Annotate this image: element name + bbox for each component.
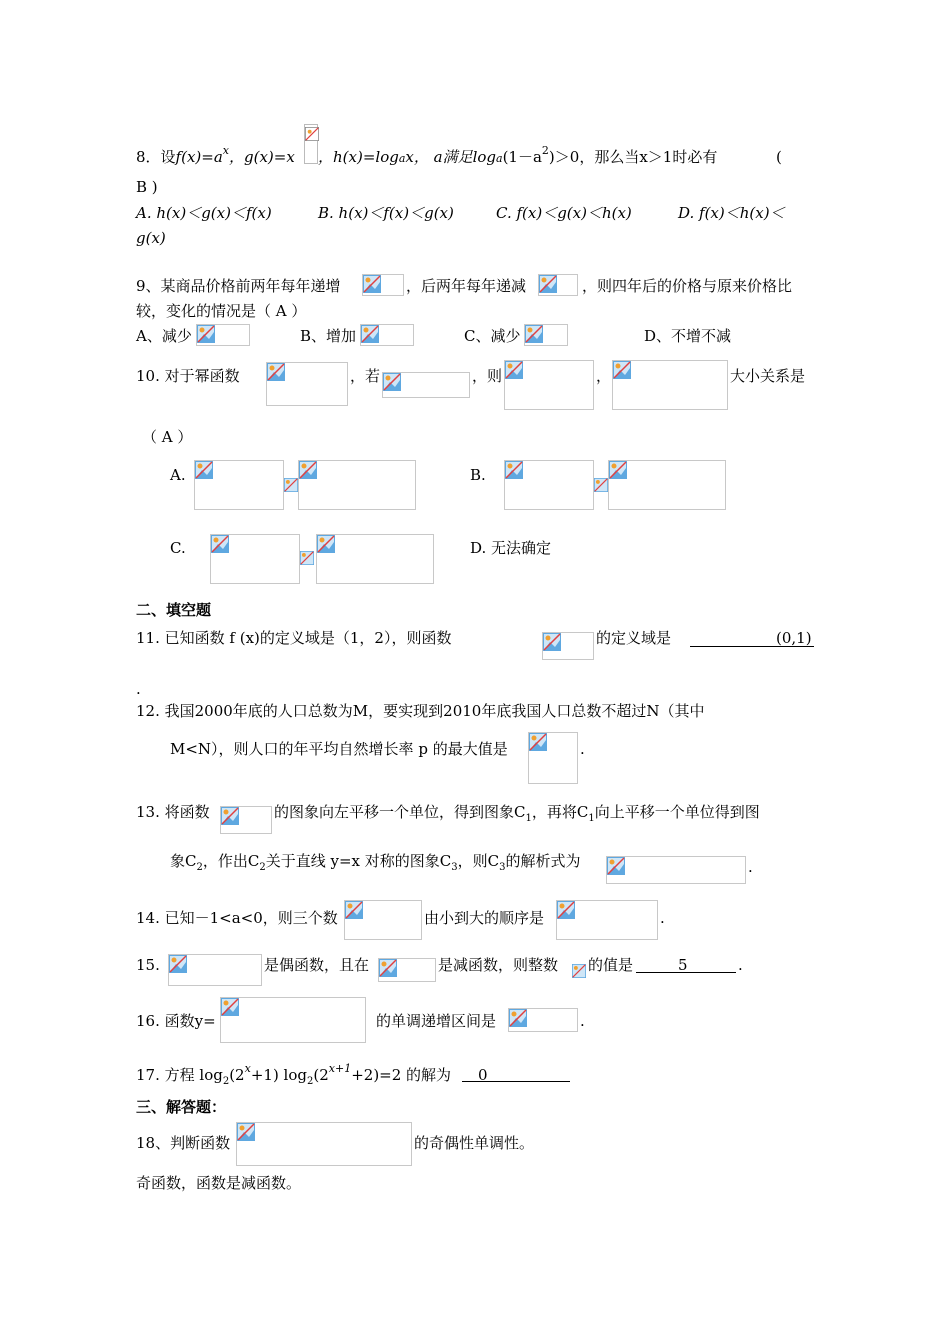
q12-text2: M<N），则人口的年平均自然增长率 p 的最大值是 [170, 740, 508, 758]
q9-option-a: A、减少 [136, 327, 192, 345]
image-placeholder [542, 632, 594, 660]
broken-image-icon [305, 125, 319, 143]
q9-option-c: C、减少 [464, 327, 521, 345]
q8-option-c: C. f(x)＜g(x)＜h(x) [496, 204, 632, 222]
image-placeholder [504, 460, 594, 510]
broken-image-icon [284, 476, 298, 494]
q16-text1: 16. 函数y= [136, 1012, 216, 1030]
image-placeholder [528, 732, 578, 784]
q9-option-b: B、增加 [300, 327, 357, 345]
q11-text2: 的定义域是 [596, 629, 672, 647]
image-placeholder [504, 360, 594, 410]
q8-option-d: D. f(x)＜h(x)＜ [678, 204, 785, 222]
broken-image-icon [361, 325, 379, 343]
image-placeholder [608, 460, 726, 510]
broken-image-icon [525, 325, 543, 343]
image-placeholder [360, 324, 414, 346]
broken-image-icon [594, 476, 608, 494]
broken-image-icon [383, 373, 401, 391]
q9-option-d: D、不增不减 [644, 327, 732, 345]
q11-dot: . [136, 680, 141, 698]
image-placeholder [210, 534, 300, 584]
q8-line1b: ，h(x)=logax， a满足$\log a(1-a^2)>0$，那么当x＞1时必有 [318, 144, 718, 166]
image-placeholder [168, 954, 262, 986]
q16-text2: 的单调递增区间是 [376, 1012, 497, 1030]
image-placeholder [298, 460, 416, 510]
q9-text4: 较，变化的情况是（ A ） [136, 302, 307, 320]
broken-image-icon [505, 461, 523, 479]
image-placeholder [344, 900, 422, 940]
q10-text1: 10. 对于幂函数 [136, 367, 240, 385]
broken-image-icon [543, 633, 561, 651]
image-placeholder [266, 362, 348, 406]
image-placeholder [220, 997, 366, 1043]
broken-image-icon [300, 549, 314, 567]
broken-image-icon [169, 955, 187, 973]
q18-text1: 18、判断函数 [136, 1134, 231, 1152]
q9-text1: 9、某商品价格前两年每年递增 [136, 277, 341, 295]
q10-option-b: B. [470, 466, 486, 484]
q10-text2: ，若 [350, 367, 381, 385]
image-placeholder [556, 900, 658, 940]
q15-text1: 15. [136, 956, 160, 974]
section-heading-fill-in: 二、填空题 [136, 601, 212, 619]
image-placeholder [362, 274, 404, 296]
image-placeholder [606, 856, 746, 884]
q8-answer: B ) [136, 178, 158, 196]
q8-line1: 8．设$f(x)=a^x$，g(x)=x [136, 144, 295, 166]
q13-text3: 象$C_2$，作出$C_2$关于直线 y=x 对称的图象$C_3$，则$C_3$的解析式为 [170, 852, 581, 873]
q11-answer: (0,1) [776, 629, 812, 647]
q15-answer: 5 [678, 956, 688, 974]
broken-image-icon [505, 361, 523, 379]
image-placeholder [196, 324, 250, 346]
q12-text1: 12. 我国2000年底的人口总数为M，要实现到2010年底我国人口总数不超过N（其中 [136, 702, 705, 720]
broken-image-icon [237, 1123, 255, 1141]
image-placeholder [382, 372, 470, 398]
image-placeholder [194, 460, 284, 510]
q18-answer: 奇函数，函数是减函数。 [136, 1174, 302, 1192]
broken-image-icon [221, 998, 239, 1016]
broken-image-icon [607, 857, 625, 875]
section-heading-answer: 三、解答题： [136, 1098, 227, 1116]
image-placeholder [524, 324, 568, 346]
image-placeholder [378, 958, 436, 982]
q14-dot: . [660, 909, 665, 927]
image-placeholder [538, 274, 578, 296]
q15-text3: 是减函数，则整数 [438, 956, 559, 974]
image-placeholder [612, 360, 728, 410]
image-placeholder [304, 124, 318, 164]
q10-text4: ， [596, 367, 612, 385]
q17-answer: 0 [478, 1066, 488, 1084]
q15-text4: 的值是 [588, 956, 634, 974]
broken-image-icon [267, 363, 285, 381]
q14-text2: 由小到大的顺序是 [424, 909, 545, 927]
q12-dot: . [580, 740, 585, 758]
q10-option-d: D. 无法确定 [470, 539, 552, 557]
broken-image-icon [197, 325, 215, 343]
broken-image-icon [609, 461, 627, 479]
q15-text2: 是偶函数，且在 [264, 956, 370, 974]
q8-option-a: A. h(x)＜g(x)＜f(x) [136, 204, 272, 222]
broken-image-icon [221, 807, 239, 825]
q10-option-a: A. [170, 466, 186, 484]
q13-text2: 的图象向左平移一个单位，得到图象$C_1$，再将$C_1$向上平移一个单位得到图 [274, 803, 760, 824]
q18-text2: 的奇偶性单调性。 [414, 1134, 535, 1152]
q8-paren: ( [776, 148, 782, 166]
q9-text3: ，则四年后的价格与原来价格比 [582, 277, 793, 295]
broken-image-icon [345, 901, 363, 919]
broken-image-icon [529, 733, 547, 751]
q9-text2: ，后两年每年递减 [406, 277, 527, 295]
image-placeholder [220, 806, 272, 834]
broken-image-icon [211, 535, 229, 553]
image-placeholder [508, 1008, 578, 1032]
q16-dot: . [580, 1012, 585, 1030]
image-placeholder [316, 534, 434, 584]
broken-image-icon [572, 962, 586, 980]
image-placeholder [236, 1122, 412, 1166]
broken-image-icon [557, 901, 575, 919]
q13-dot: . [748, 858, 753, 876]
q13-text1: 13. 将函数 [136, 803, 210, 821]
q11-text1: 11. 已知函数 f (x)的定义域是（1，2），则函数 [136, 629, 452, 647]
broken-image-icon [509, 1009, 527, 1027]
broken-image-icon [299, 461, 317, 479]
broken-image-icon [539, 275, 557, 293]
q10-answer: （ A ） [142, 428, 193, 446]
broken-image-icon [363, 275, 381, 293]
broken-image-icon [379, 959, 397, 977]
q8-option-d-cont: g(x) [136, 229, 166, 247]
q10-text3: ，则 [472, 367, 503, 385]
q14-text1: 14. 已知－1<a<0，则三个数 [136, 909, 338, 927]
q10-option-c: C. [170, 539, 186, 557]
q10-text5: 大小关系是 [730, 367, 806, 385]
q17-text: 17. 方程 $\log_2(2^x+1)$ $\log_2(2^{x+1}+2)=2$ 的解为 [136, 1062, 452, 1087]
broken-image-icon [613, 361, 631, 379]
broken-image-icon [195, 461, 213, 479]
broken-image-icon [317, 535, 335, 553]
q15-dot: . [738, 956, 743, 974]
q8-option-b: B. h(x)＜f(x)＜g(x) [318, 204, 454, 222]
